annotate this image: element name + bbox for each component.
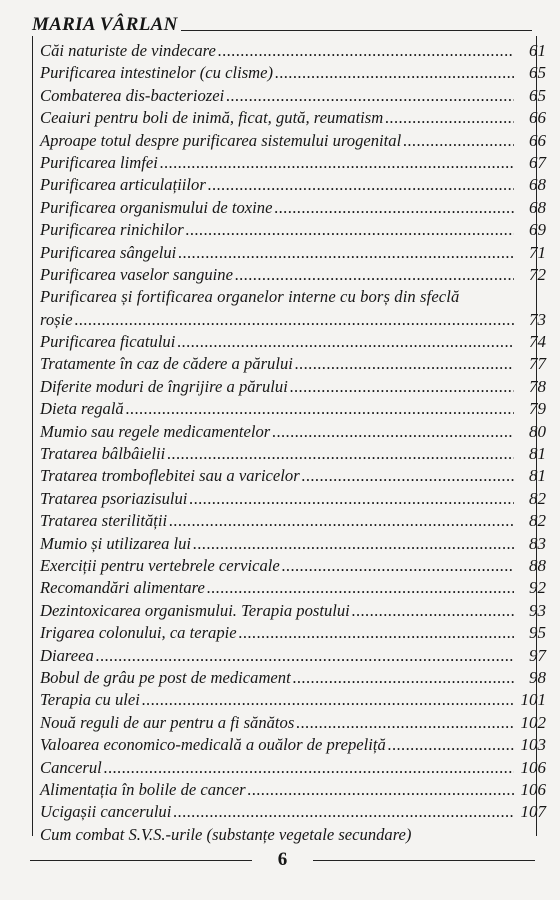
dot-leader xyxy=(173,801,514,823)
toc-entry-title: Irigarea colonului, ca terapie xyxy=(40,623,237,643)
page-number: 6 xyxy=(277,849,288,870)
toc-entry-page: 97 xyxy=(529,645,546,665)
dot-leader xyxy=(193,533,514,555)
toc-entry-title: Tratarea tromboflebitei sau a varicelor xyxy=(40,466,300,486)
author-name: MARIA VÂRLAN xyxy=(32,14,178,35)
toc-entry-page: 80 xyxy=(529,421,546,441)
dot-leader xyxy=(104,757,514,779)
dot-leader xyxy=(218,40,514,62)
dot-leader xyxy=(208,174,514,196)
toc-entry-title: Cancerul xyxy=(40,757,102,777)
toc-entry-title: Ceaiuri pentru boli de inimă, ficat, gută, reumatism xyxy=(40,108,384,128)
toc-entry-page: 68 xyxy=(529,197,546,217)
dot-leader xyxy=(388,734,514,756)
toc-entry-page: 71 xyxy=(529,242,546,262)
toc-entry-page: 101 xyxy=(520,690,546,710)
toc-entry-page: 81 xyxy=(529,444,546,464)
dot-leader xyxy=(352,600,514,622)
dot-leader xyxy=(235,264,514,286)
toc-entry-page: 79 xyxy=(529,399,546,419)
toc-entry xyxy=(40,219,546,241)
dot-leader xyxy=(296,712,514,734)
toc-entry xyxy=(40,689,546,711)
dot-leader xyxy=(226,85,514,107)
toc-entry xyxy=(40,600,546,622)
dot-leader xyxy=(274,197,514,219)
dot-leader xyxy=(295,353,514,375)
toc-entry xyxy=(40,107,546,129)
toc-entry xyxy=(40,533,546,555)
dot-leader xyxy=(207,577,514,599)
toc-entry-page: 66 xyxy=(529,130,546,150)
toc-entry xyxy=(40,443,546,465)
toc-entry xyxy=(40,40,546,62)
toc-entry-page: 66 xyxy=(529,108,546,128)
dot-leader xyxy=(282,555,514,577)
toc-entry-page: 107 xyxy=(520,802,546,822)
toc-entry-title: Purificarea ficatului xyxy=(40,332,176,352)
toc-entry xyxy=(40,824,546,846)
footer-rule-left xyxy=(30,860,252,861)
toc-entry-title: Căi naturiste de vindecare xyxy=(40,41,216,60)
toc-entry-page: 95 xyxy=(529,623,546,643)
toc-entry-page: 61 xyxy=(529,41,546,60)
toc-entry-title: Aproape totul despre purificarea sistemului urogenital xyxy=(40,130,402,150)
dot-leader xyxy=(177,331,514,353)
toc-entry-title: Diferite moduri de îngrijire a părului xyxy=(40,376,288,396)
toc-entry-title: Tratarea sterilității xyxy=(40,511,168,531)
dot-leader xyxy=(160,152,514,174)
toc-entry-title: Nouă reguli de aur pentru a fi sănătos xyxy=(40,712,295,732)
toc-entry xyxy=(40,510,546,532)
toc-entry xyxy=(40,242,546,264)
dot-leader xyxy=(239,622,514,644)
toc-entry-title: Diareea xyxy=(40,645,94,665)
toc-entry-title: Recomandări alimentare xyxy=(40,578,205,598)
toc-entry-page: 65 xyxy=(529,63,546,83)
toc-entry xyxy=(40,645,546,667)
toc-entry-page: 69 xyxy=(529,220,546,240)
toc-entry-page: 77 xyxy=(529,354,546,374)
toc-entry-page: 103 xyxy=(520,735,546,755)
toc-entry-title: Purificarea sângelui xyxy=(40,242,177,262)
toc-entry-page: 68 xyxy=(529,175,546,195)
toc-entry xyxy=(40,757,546,779)
footer-rule-right xyxy=(313,860,535,861)
toc-entry xyxy=(40,801,546,823)
dot-leader xyxy=(189,488,514,510)
toc-entry-title: Cum combat S.V.S.-urile (substanțe vegetale secundare) xyxy=(40,824,412,844)
toc-entry-title: Tratamente în caz de cădere a părului xyxy=(40,354,293,374)
toc-entry-title: Alimentația în bolile de cancer xyxy=(40,779,246,799)
toc-entry xyxy=(40,62,546,84)
toc-entry-page: 72 xyxy=(529,264,546,284)
dot-leader xyxy=(167,443,514,465)
toc-entry xyxy=(40,622,546,644)
toc-entry xyxy=(40,130,546,152)
toc-entry-title: Terapia cu ulei xyxy=(40,690,140,710)
toc-entry-page: 98 xyxy=(529,667,546,687)
toc-entry xyxy=(40,577,546,599)
dot-leader xyxy=(96,645,514,667)
dot-leader xyxy=(290,376,514,398)
toc-entry xyxy=(40,174,546,196)
toc-entry-title-continued: roșie xyxy=(40,309,73,329)
toc-entry-page: 74 xyxy=(529,332,546,352)
toc-entry-title: Tratarea psoriazisului xyxy=(40,488,188,508)
toc-entry-page: 106 xyxy=(520,757,546,777)
toc-entry-title: Dezintoxicarea organismului. Terapia postului xyxy=(40,600,350,620)
toc-entry-page: 73 xyxy=(529,309,546,329)
toc-entry xyxy=(40,421,546,443)
dot-leader xyxy=(403,130,514,152)
dot-leader xyxy=(186,219,514,241)
toc-entry-page: 92 xyxy=(529,578,546,598)
header-rule xyxy=(181,30,532,31)
toc-entry-title: Ucigașii cancerului xyxy=(40,802,172,822)
toc-entry xyxy=(40,667,546,689)
toc-entry xyxy=(40,712,546,734)
toc-entry xyxy=(40,264,546,286)
toc-entry xyxy=(40,376,546,398)
toc-entry-page: 65 xyxy=(529,85,546,105)
dot-leader xyxy=(275,62,514,84)
toc-entry-title: Combaterea dis-bacteriozei xyxy=(40,85,225,105)
toc-entry xyxy=(40,286,546,308)
toc-entry xyxy=(40,152,546,174)
toc-entry xyxy=(40,465,546,487)
toc-entry-page: 102 xyxy=(520,712,546,732)
toc-entry-title: Purificarea și fortificarea organelor interne cu borș din sfeclă xyxy=(40,287,460,307)
toc-entry-title: Tratarea bâlbâielii xyxy=(40,444,166,464)
toc-entry-title: Purificarea articulațiilor xyxy=(40,175,206,195)
toc-entry xyxy=(40,353,546,375)
toc-entry xyxy=(40,197,546,219)
toc-entry-title: Purificarea rinichilor xyxy=(40,220,184,240)
running-header xyxy=(32,10,532,34)
toc-entry-title: Purificarea intestinelor (cu clisme) xyxy=(40,63,274,83)
toc-entry-page: 82 xyxy=(529,488,546,508)
toc-entry-title: Mumio și utilizarea lui xyxy=(40,533,192,553)
toc-entry-title: Purificarea vaselor sanguine xyxy=(40,264,233,284)
toc-entry xyxy=(40,331,546,353)
toc-entry xyxy=(40,85,546,107)
toc-entry-page: 88 xyxy=(529,555,546,575)
dot-leader xyxy=(293,667,514,689)
toc-entry-title: Bobul de grâu pe post de medicament xyxy=(40,667,291,687)
dot-leader xyxy=(385,107,514,129)
toc-entry-title: Purificarea organismului de toxine xyxy=(40,197,273,217)
toc-entry-page: 93 xyxy=(529,600,546,620)
toc-entry xyxy=(40,734,546,756)
dot-leader xyxy=(75,309,514,331)
toc-entry xyxy=(40,779,546,801)
toc-entry-title: Purificarea limfei xyxy=(40,152,158,172)
dot-leader xyxy=(142,689,514,711)
toc-entry-title: Dieta regală xyxy=(40,399,124,419)
dot-leader xyxy=(126,398,514,420)
dot-leader xyxy=(302,465,514,487)
table-of-contents xyxy=(40,40,546,846)
toc-entry xyxy=(40,398,546,420)
dot-leader xyxy=(272,421,514,443)
dot-leader xyxy=(248,779,514,801)
toc-entry-page: 78 xyxy=(529,376,546,396)
toc-entry-page: 106 xyxy=(520,779,546,799)
toc-entry xyxy=(40,555,546,577)
toc-entry-page: 81 xyxy=(529,466,546,486)
dot-leader xyxy=(178,242,514,264)
toc-entry-title: Valoarea economico-medicală a ouălor de prepeliță xyxy=(40,735,386,755)
toc-entry xyxy=(40,488,546,510)
toc-entry-page: 67 xyxy=(529,152,546,172)
dot-leader xyxy=(169,510,514,532)
toc-entry-title: Mumio sau regele medicamentelor xyxy=(40,421,271,441)
toc-entry-title: Exerciții pentru vertebrele cervicale xyxy=(40,555,280,575)
toc-entry-page: 82 xyxy=(529,511,546,531)
page-footer xyxy=(30,845,535,875)
toc-entry-continuation xyxy=(40,309,546,331)
toc-entry-page: 83 xyxy=(529,533,546,553)
